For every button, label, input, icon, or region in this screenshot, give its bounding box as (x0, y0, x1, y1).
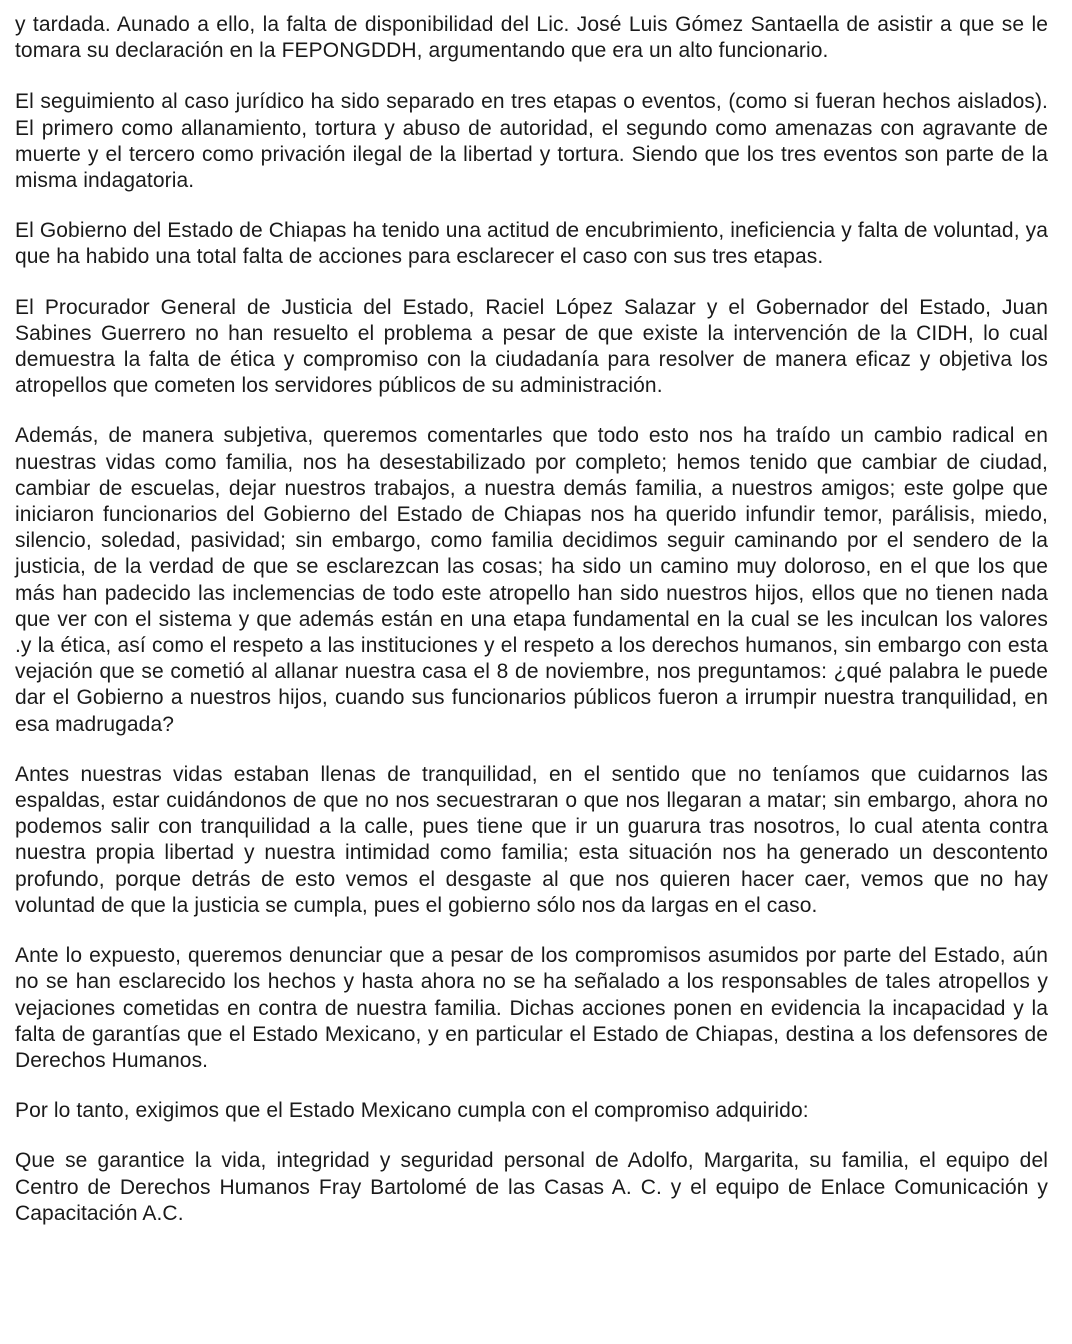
paragraph-gobierno-chiapas: El Gobierno del Estado de Chiapas ha tenido una actitud de encubrimiento, ineficiencia y falta de voluntad, ya que ha habido una total falta de acciones para esclarecer el caso con sus tres etapas. (15, 219, 1048, 269)
paragraph-denuncia: Ante lo expuesto, queremos denunciar que a pesar de los compromisos asumidos por parte del Estado, aún no se han esclarecido los hechos y hasta ahora no se ha señalado a los responsables de tales atropellos y vejaciones cometidas en contra de nuestra familia. Dichas acciones ponen en evidencia la incapacidad y la falta de garantías que el Estado Mexicano, y en particular el Estado de Chiapas, destina a los defensores de Derechos Humanos. (15, 944, 1048, 1072)
paragraph-seguimiento-caso: El seguimiento al caso jurídico ha sido separado en tres etapas o eventos, (como si fueran hechos aislados). El primero como allanamiento, tortura y abuso de autoridad, el segundo como amenazas con agravante de muerte y el tercero como privación ilegal de la libertad y tortura. Siendo que los tres eventos son parte de la misma indagatoria. (15, 90, 1048, 193)
paragraph-garantia: Que se garantice la vida, integridad y seguridad personal de Adolfo, Margarita, su familia, el equipo del Centro de Derechos Humanos Fray Bartolomé de las Casas A. C. y el equipo de Enlace Comunicación y Capacitación A.C. (15, 1149, 1048, 1225)
paragraph-procurador: El Procurador General de Justicia del Estado, Raciel López Salazar y el Gobernador del Estado, Juan Sabines Guerrero no han resuelto el problema a pesar de que existe la intervención de la CIDH, lo cual demuestra la falta de ética y compromiso con la ciudadanía para resolver de manera eficaz y objetiva los atropellos que cometen los servidores públicos de su administración. (15, 295, 1048, 398)
paragraph-cambio-radical: Además, de manera subjetiva, queremos comentarles que todo esto nos ha traído un cambio radical en nuestras vidas como familia, nos ha desestabilizado por completo; hemos tenido que cambiar de ciudad, cambiar de escuelas, dejar nuestros trabajos, a nuestra demás familia, a nuestros amigos; este golpe que iniciaron funcionarios del Gobierno del Estado de Chiapas nos ha querido infundir temor, parálisis, miedo, silencio, soledad, pasividad; sin embargo, como familia decidimos seguir caminando por el sendero de la justicia, de la verdad de que se esclarezcan las cosas; ha sido un camino muy doloroso, en el que los que más han padecido las inclemencias de todo este atropello han sido nuestros hijos, ellos que no tienen nada que ver con el sistema y que además están en una etapa fundamental en la cual se les inculcan los valores .y la ética, así como el respeto a las instituciones y el respeto a los derechos humanos, sin embargo con esta vejación que se cometió al allanar nuestra casa el 8 de noviembre, nos preguntamos: ¿qué palabra le puede dar el Gobierno a nuestros hijos, cuando sus funcionarios públicos fueron a irrumpir nuestra tranquilidad, en esa madrugada? (15, 424, 1048, 736)
paragraph-exigencia: Por lo tanto, exigimos que el Estado Mexicano cumpla con el compromiso adquirido: (15, 1099, 809, 1123)
paragraph-declaracion: y tardada. Aunado a ello, la falta de disponibilidad del Lic. José Luis Gómez Santaella de asistir a que se le tomara su declaración en la FEPONGDDH, argumentando que era un alto funcionario. (15, 13, 1048, 63)
paragraph-tranquilidad: Antes nuestras vidas estaban llenas de tranquilidad, en el sentido que no teníamos que cuidarnos las espaldas, estar cuidándonos de que no nos secuestraran o que nos llegaran a matar; sin embargo, ahora no podemos salir con tranquilidad a la calle, pues tiene que ir un guarura tras nosotros, lo cual atenta contra nuestra propia libertad y nuestra intimidad como familia; esta situación nos ha generado un descontento profundo, porque detrás de esto vemos el desgaste al que nos quieren hacer caer, vemos que no hay voluntad de que la justicia se cumpla, pues el gobierno sólo nos da largas en el caso. (15, 762, 1048, 917)
